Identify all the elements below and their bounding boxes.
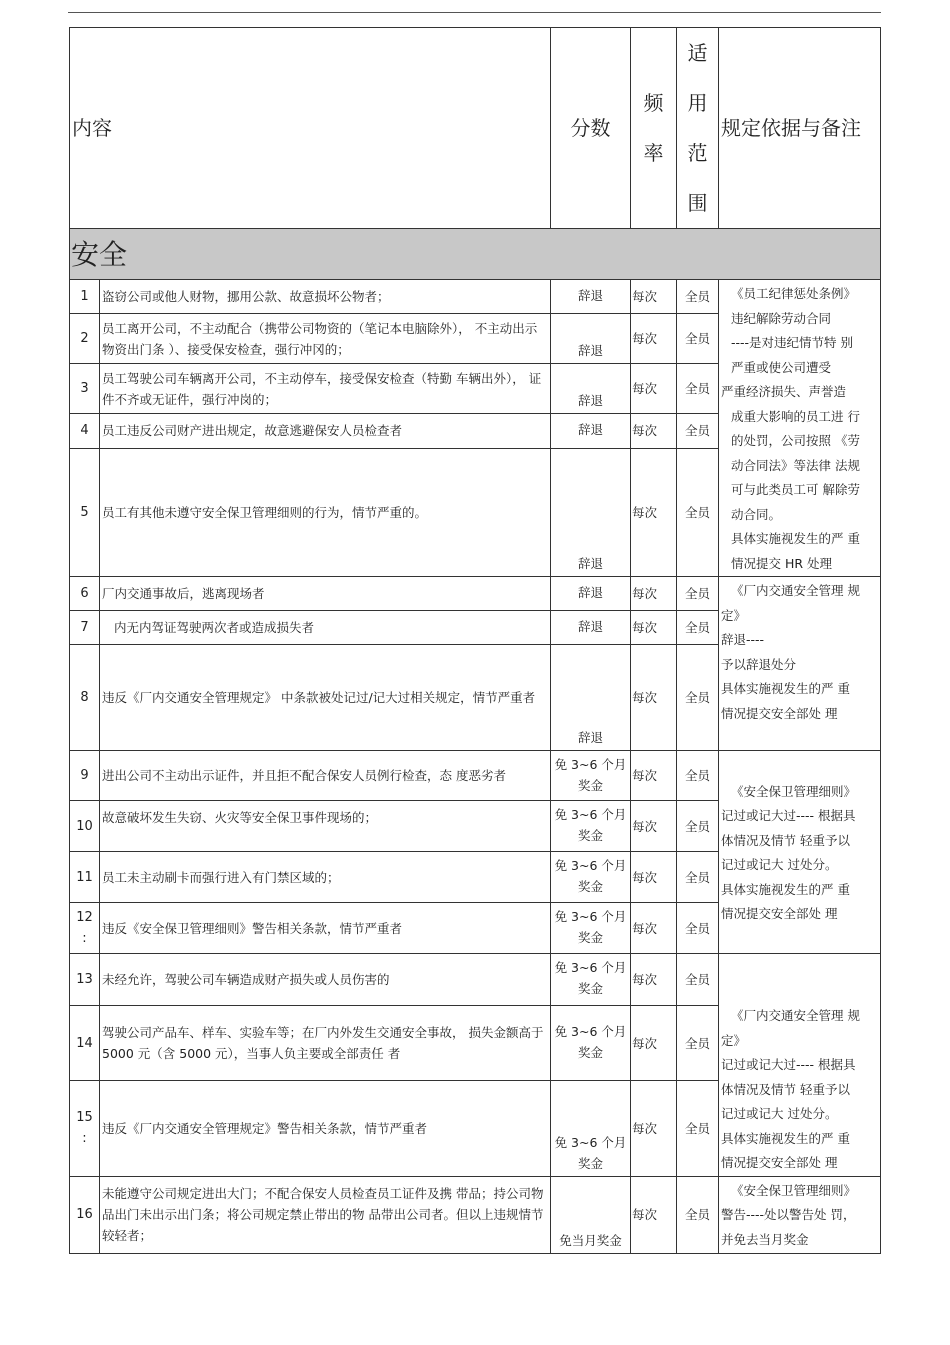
note-line: 具体实施视发生的严 重 [731,531,860,546]
row-index: 4 [70,414,100,448]
row-score: 免 3~6 个月奖金 [551,751,631,801]
row-frequency: 每次 [631,577,677,611]
row-index: 14 [70,1005,100,1081]
note-line: 体情况及情节 轻重予以 [721,1081,850,1097]
note-line: 记过或记大 过处分。 [721,1106,838,1121]
row-description: 未经允许，驾驶公司车辆造成财产损失或人员伤害的 [100,954,551,1006]
row-scope: 全员 [677,801,719,852]
row-description: 驾驶公司产品车、样车、实验车等；在厂内外发生交通安全事故， 损失金额高于 5000 元（含 5000 元），当事人负主要或全部责任 者 [100,1005,551,1081]
row-scope: 全员 [677,314,719,364]
note-line: 定》 [721,1032,747,1048]
note-line: 情况提交安全部处 理 [721,906,838,921]
row-score: 辞退 [551,645,631,751]
note-line: 记过或记大过---- 根据具 [721,1057,856,1072]
note-line: 《员工纪律惩处条例》 [731,286,857,301]
row-score: 辞退 [551,280,631,314]
row-scope: 全员 [677,448,719,576]
row-description: 违反《厂内交通安全管理规定》警告相关条款，情节严重者 [100,1081,551,1176]
header-frequency: 频率 [631,28,677,229]
note-line: 具体实施视发生的严 重 [721,881,850,897]
row-score: 辞退 [551,414,631,448]
section-title: 安全 [70,229,881,280]
row-score: 辞退 [551,364,631,414]
row-score: 免 3~6 个月奖金 [551,852,631,903]
table-row [70,1176,881,1253]
row-index: 15 : [70,1081,100,1176]
row-score: 免 3~6 个月奖金 [551,1081,631,1176]
note-line: 《安全保卫管理细则》 [731,783,857,799]
note-line: 动合同。 [731,506,782,522]
note-line: 记过或记大过---- 根据具 [721,808,856,823]
note-line: 《厂内交通安全管理 规 [731,583,860,598]
table-row [70,954,881,1006]
row-score: 免 3~6 个月奖金 [551,954,631,1006]
note-group-5 [719,1176,881,1253]
row-score: 免当月奖金 [551,1176,631,1253]
row-index: 10 [70,801,100,852]
note-line: 予以辞退处分 [721,656,797,672]
note-line: 动合同法》等法律 法规 [731,457,860,473]
note-line: 《安全保卫管理细则》 [731,1182,857,1198]
row-frequency: 每次 [631,611,677,645]
header-score: 分数 [551,28,631,229]
row-index: 9 [70,751,100,801]
row-scope: 全员 [677,1081,719,1176]
note-line: 成重大影响的员工进 行 [731,408,860,424]
note-line: ----是对违纪情节特 别 [731,335,854,350]
row-scope: 全员 [677,954,719,1006]
note-line: 记过或记大 过处分。 [721,857,838,872]
row-scope: 全员 [677,645,719,751]
row-score: 免 3~6 个月奖金 [551,801,631,852]
row-scope: 全员 [677,577,719,611]
row-index: 8 [70,645,100,751]
row-index: 6 [70,577,100,611]
row-frequency: 每次 [631,751,677,801]
section-row [70,229,881,280]
note-line: 并免去当月奖金 [721,1231,809,1247]
header-row [70,28,881,229]
row-description: 员工驾驶公司车辆离开公司，不主动停车，接受保安检查（特勤 车辆出外）， 证件不齐或无证件，强行冲岗的； [100,364,551,414]
row-frequency: 每次 [631,1081,677,1176]
row-frequency: 每次 [631,414,677,448]
rules-table [69,27,881,1254]
row-index: 1 [70,280,100,314]
row-index: 16 [70,1176,100,1253]
row-frequency: 每次 [631,448,677,576]
row-description: 未能遵守公司规定进出大门；不配合保安人员检查员工证件及携 带品；持公司物品出门未出示出门条；将公司规定禁止带出的物 品带出公司者。但以上违规情节较轻者； [100,1176,551,1253]
row-frequency: 每次 [631,645,677,751]
row-score: 辞退 [551,448,631,576]
note-line: 具体实施视发生的严 重 [721,1130,850,1146]
note-line: 违纪解除劳动合同 [731,310,832,326]
note-group-1 [719,280,881,577]
note-line: 辞退---- [721,632,765,647]
note-group-4 [719,954,881,1177]
row-scope: 全员 [677,1176,719,1253]
row-scope: 全员 [677,903,719,954]
row-scope: 全员 [677,611,719,645]
row-index: 11 [70,852,100,903]
note-line: 的处罚，公司按照 《劳 [731,433,860,448]
row-frequency: 每次 [631,1005,677,1081]
note-line: 定》 [721,607,747,623]
note-line: 情况提交安全部处 理 [721,1155,838,1170]
row-frequency: 每次 [631,364,677,414]
table-row [70,577,881,611]
row-scope: 全员 [677,414,719,448]
row-frequency: 每次 [631,852,677,903]
row-scope: 全员 [677,280,719,314]
row-scope: 全员 [677,364,719,414]
table-row [70,280,881,314]
note-line: 情况提交 HR 处理 [731,555,833,571]
row-description: 内无内驾证驾驶两次者或造成损失者 [100,611,551,645]
row-score: 辞退 [551,314,631,364]
row-frequency: 每次 [631,280,677,314]
row-description: 员工未主动刷卡而强行进入有门禁区域的； [100,852,551,903]
note-line: 严重经济损失、声誉造 [721,384,847,399]
row-frequency: 每次 [631,314,677,364]
row-description: 员工离开公司，不主动配合（携带公司物资的（笔记本电脑除外）， 不主动出示物资出门条 ）、接受保安检查，强行冲冈的； [100,314,551,364]
note-group-3 [719,751,881,954]
row-index: 5 [70,448,100,576]
row-description: 故意破坏发生失窃、火灾等安全保卫事件现场的； [100,801,551,852]
header-content: 内容 [70,28,551,229]
row-description: 盗窃公司或他人财物，挪用公款、故意损坏公物者； [100,280,551,314]
row-scope: 全员 [677,852,719,903]
row-description: 违反《安全保卫管理细则》警告相关条款，情节严重者 [100,903,551,954]
row-score: 免 3~6 个月奖金 [551,1005,631,1081]
row-description: 员工违反公司财产进出规定，故意逃避保安人员检查者 [100,414,551,448]
row-description: 厂内交通事故后，逃离现场者 [100,577,551,611]
header-note: 规定依据与备注 [719,28,881,229]
note-line: 警告----处以警告处 罚， [721,1207,856,1223]
row-score: 辞退 [551,611,631,645]
row-description: 违反《厂内交通安全管理规定》 中条款被处记过/记大过相关规定，情节严重者 [100,645,551,751]
header-scope: 适用范围 [677,28,719,229]
row-index: 12 : [70,903,100,954]
note-line: 严重或使公司遭受 [731,359,832,375]
row-score: 免 3~6 个月奖金 [551,903,631,954]
row-scope: 全员 [677,751,719,801]
row-scope: 全员 [677,1005,719,1081]
row-description: 进出公司不主动出示证件，并且拒不配合保安人员例行检查，态 度恶劣者 [100,751,551,801]
row-description: 员工有其他未遵守安全保卫管理细则的行为，情节严重的。 [100,448,551,576]
note-line: 情况提交安全部处 理 [721,705,838,721]
note-group-2 [719,577,881,751]
row-frequency: 每次 [631,801,677,852]
row-frequency: 每次 [631,903,677,954]
row-index: 13 [70,954,100,1006]
row-score: 辞退 [551,577,631,611]
note-line: 具体实施视发生的严 重 [721,681,850,696]
row-index: 7 [70,611,100,645]
note-line: 可与此类员工可 解除劳 [731,482,860,497]
top-rule [68,12,881,13]
row-frequency: 每次 [631,1176,677,1253]
row-index: 3 [70,364,100,414]
row-index: 2 [70,314,100,364]
table-row [70,751,881,801]
note-line: 体情况及情节 轻重予以 [721,832,850,848]
note-line: 《厂内交通安全管理 规 [731,1008,860,1023]
row-frequency: 每次 [631,954,677,1006]
